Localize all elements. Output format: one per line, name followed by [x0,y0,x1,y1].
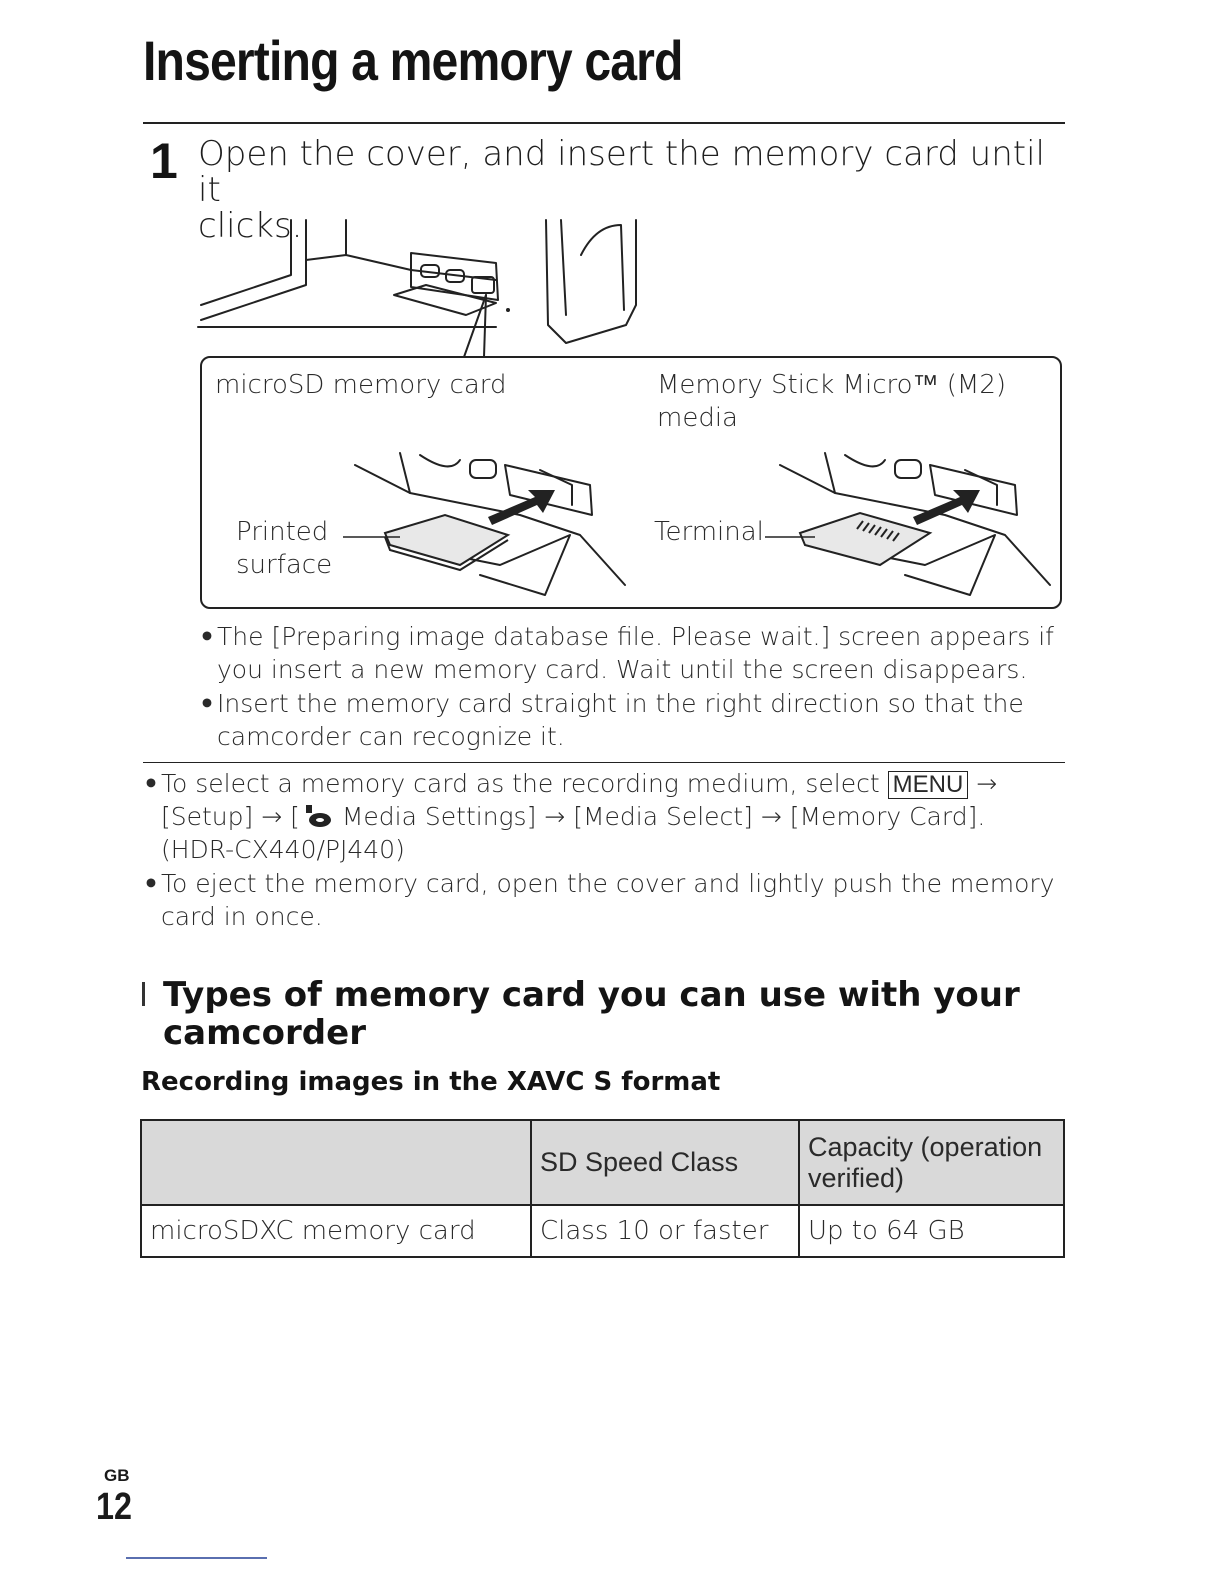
notes-divider [143,762,1065,763]
section-heading [163,976,1063,1052]
table-header-cell: Capacity (operation verified) [799,1120,1064,1205]
table-header-cell [141,1120,531,1205]
note-line-1: Insert the memory card straight in the right direction so that the [217,689,1024,718]
memory-card-label: [Memory Card]. [789,802,986,831]
table-cell: Up to 64 GB [799,1205,1064,1257]
note-eject [143,867,1061,933]
note-select-medium [143,767,1061,866]
setup-label: [Setup] [161,802,254,831]
step-number: 1 [150,133,178,189]
memory-stick-label-line-2: media [657,403,738,433]
printed-surface-label-line-1: Printed [236,517,329,547]
media-settings-icon [300,803,334,829]
printed-surface-label-line-2: surface [236,550,333,580]
step-instruction-line-2: clicks. [198,206,303,246]
menu-key: MENU [888,771,969,799]
arrow-icon: → [760,802,782,831]
camcorder-illustration [196,215,656,360]
media-settings-label: Media Settings] [341,802,537,831]
note-preparing-database [199,620,1067,686]
memory-stick-insertion-drawing [765,445,1055,600]
printed-surface-label [236,516,332,582]
note-line-2: you insert a new memory card. Wait until the screen disappears. [217,655,1028,684]
eject-line-2: card in once. [161,902,323,931]
section-heading-line-1: Types of memory card you can use with your [163,975,1020,1015]
table-header-row [141,1120,1064,1205]
step-instruction-line-1: Open the cover, and insert the memory card until it [198,134,1045,210]
note-line-1: The [Preparing image database file. Please wait.] screen appears if [217,622,1054,651]
select-line-1 [161,767,1061,800]
memory-stick-label-line-1: Memory Stick Micro™ (M2) [657,370,1007,400]
table-cell: Class 10 or faster [531,1205,799,1257]
bullet-icon: • [143,869,159,898]
note-line-2: camcorder can recognize it. [217,722,565,751]
microsd-insertion-drawing [340,445,630,600]
media-select-label: [Media Select] [573,802,753,831]
memory-card-table [140,1119,1065,1258]
bullet-icon: • [143,769,159,798]
note-insert-straight [199,687,1067,753]
eject-line-1: To eject the memory card, open the cover and lightly push the memory [161,869,1055,898]
open-bracket: [ [290,802,300,831]
bullet-icon: • [199,689,215,718]
select-prefix: To select a memory card as the recording medium, select [161,769,880,798]
table-header-cell: SD Speed Class [531,1120,799,1205]
region-code: GB [104,1466,130,1485]
table-row [141,1205,1064,1257]
memory-stick-label [657,369,1006,435]
subheading: Recording images in the XAVC S format [141,1067,721,1097]
microsd-label: microSD memory card [215,370,507,400]
select-line-2 [161,800,1061,833]
arrow-icon: → [261,802,283,831]
section-marker [142,982,145,1006]
title-divider [143,122,1065,124]
page-title: Inserting a memory card [143,29,683,92]
page-number: 12 [96,1486,132,1528]
table-cell: microSDXC memory card [141,1205,531,1257]
footer-line [126,1557,267,1559]
arrow-icon: → [544,802,566,831]
arrow-icon: → [976,769,998,798]
bullet-icon: • [199,622,215,651]
section-heading-line-2: camcorder [163,1013,366,1053]
models-label: (HDR-CX440/PJ440) [161,835,405,864]
terminal-label: Terminal [654,517,764,547]
